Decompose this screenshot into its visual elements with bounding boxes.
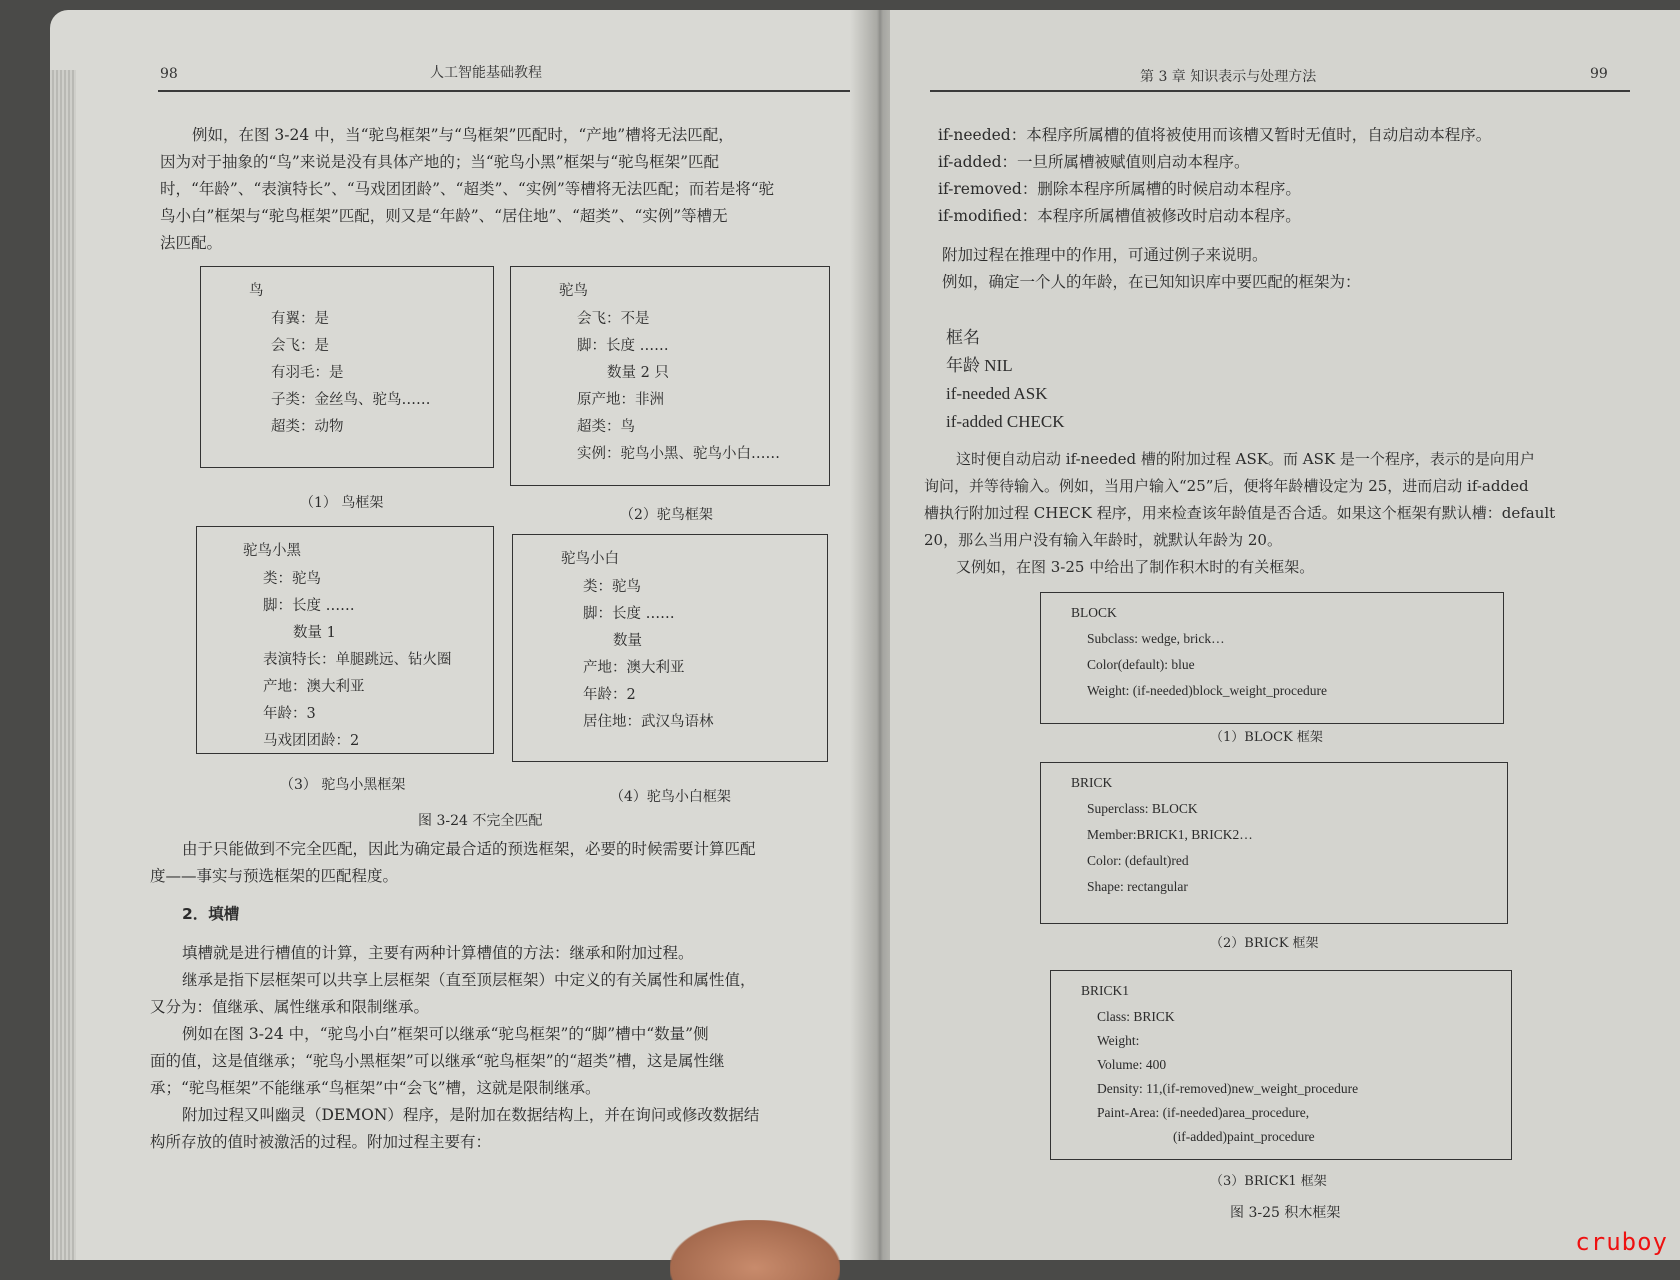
frame-caption: （1）BLOCK 框架	[1210, 730, 1323, 745]
left-intro-paragraph	[160, 122, 774, 257]
text-line: 20，那么当用户没有输入年龄时，就默认年龄为 20。	[924, 531, 1282, 549]
text-line: 继承是指下层框架可以共享上层框架（直至顶层框架）中定义的有关属性和属性值，	[182, 971, 756, 989]
text-line: 又分为：值继承、属性继承和限制继承。	[150, 998, 430, 1016]
text-line: 框名	[946, 328, 980, 347]
frame-title: BRICK	[1071, 775, 1113, 790]
frame-slot: 产地：澳大利亚	[583, 660, 685, 676]
figure-caption: 图 3-25 积木框架	[1230, 1205, 1341, 1221]
age-frame	[946, 324, 1065, 436]
text-line: 例如在图 3-24 中，“驼鸟小白”框架可以继承“驼鸟框架”的“脚”槽中“数量”侧	[182, 1025, 709, 1043]
frame-slot: 数量	[613, 633, 642, 649]
text-line: if-modified：本程序所属槽值被修改时启动本程序。	[938, 207, 1301, 225]
explain-paragraph	[924, 446, 1555, 581]
frame-caption: （2）BRICK 框架	[1210, 936, 1319, 951]
frame-slot: 脚：长度 ……	[263, 598, 355, 614]
text-line: 鸟小白”框架与“驼鸟框架”匹配，则又是“年龄”、“居住地”、“超类”、“实例”等槽无	[160, 207, 728, 225]
frame-slot: Shape: rectangular	[1087, 879, 1188, 894]
frame-title: 鸟	[249, 283, 264, 299]
text-line: if-needed ASK	[946, 384, 1048, 403]
frame-title: 驼鸟小白	[561, 551, 619, 567]
frame-ostrich-black	[196, 526, 494, 754]
frame-ostrich-white	[512, 534, 828, 762]
text-line: 年龄 NIL	[946, 356, 1013, 375]
text-line: 因为对于抽象的“鸟”来说是没有具体产地的；当“驼鸟小黑”框架与“驼鸟框架”匹配	[160, 153, 720, 171]
right-header-title: 第 3 章 知识表示与处理方法	[1140, 69, 1317, 85]
frame-slot: Superclass: BLOCK	[1087, 801, 1198, 816]
left-page-number: 98	[160, 66, 178, 82]
text-line: 填槽就是进行槽值的计算，主要有两种计算槽值的方法：继承和附加过程。	[182, 944, 694, 962]
text-line: 例如，在图 3-24 中，当“驼鸟框架”与“鸟框架”匹配时，“产地”槽将无法匹配，	[192, 126, 734, 144]
frame-slot: 居住地：武汉鸟语林	[583, 714, 714, 730]
frame-slot: (if-added)paint_procedure	[1173, 1129, 1315, 1144]
frame-caption: （4）驼鸟小白框架	[610, 789, 731, 805]
frame-block	[1040, 592, 1504, 724]
frame-slot: 超类：动物	[271, 419, 344, 435]
frame-slot: 脚：长度 ……	[583, 606, 675, 622]
frame-ostrich	[510, 266, 830, 486]
frame-slot: 产地：澳大利亚	[263, 679, 365, 695]
frame-caption: （3）BRICK1 框架	[1210, 1174, 1327, 1189]
text-line: 由于只能做到不完全匹配，因此为确定最合适的预选框架，必要的时候需要计算匹配	[182, 840, 756, 858]
frame-slot: 类：驼鸟	[583, 579, 641, 595]
frame-slot: 数量 1	[293, 625, 336, 641]
frame-slot: 年龄：3	[263, 706, 316, 722]
text-line: 这时便自动启动 if-needed 槽的附加过程 ASK。而 ASK 是一个程序，表示的是向用户	[956, 450, 1535, 468]
frame-slot: Class: BRICK	[1097, 1009, 1175, 1024]
frame-slot: Subclass: wedge, brick…	[1087, 631, 1225, 646]
frame-slot: 马戏团团龄：2	[263, 733, 360, 749]
frame-slot: Volume: 400	[1097, 1057, 1167, 1072]
page-edge-stack	[50, 70, 76, 1260]
frame-slot: 脚：长度 ……	[577, 338, 669, 354]
frame-caption: （1） 鸟框架	[300, 495, 384, 511]
text-line: 度——事实与预选框架的匹配程度。	[150, 867, 399, 885]
frame-bird	[200, 266, 494, 468]
frame-slot: Weight: (if-needed)block_weight_procedure	[1087, 683, 1327, 698]
watermark: cruboy	[1575, 1228, 1668, 1256]
text-line: 面的值，这是值继承；“驼鸟小黑框架”可以继承“驼鸟框架”的“超类”槽，这是属性继	[150, 1052, 725, 1070]
text-line: if-added CHECK	[946, 412, 1065, 431]
figure-caption: 图 3-24 不完全匹配	[418, 813, 543, 829]
right-header-rule	[930, 90, 1630, 92]
fill-slot-paragraph	[150, 940, 759, 1156]
text-line: 槽执行附加过程 CHECK 程序，用来检查该年龄值是否合适。如果这个框架有默认槽：default	[924, 504, 1556, 522]
right-page-number: 99	[1590, 66, 1608, 82]
frame-slot: 表演特长：单腿跳远、钻火圈	[263, 652, 452, 668]
frame-brick	[1040, 762, 1508, 924]
frame-title: 驼鸟小黑	[243, 543, 301, 559]
frame-slot: 年龄：2	[583, 687, 636, 703]
frame-slot: 数量 2 只	[607, 365, 669, 381]
text-line: if-removed：删除本程序所属槽的时候启动本程序。	[938, 180, 1301, 198]
text-line: 承；“驼鸟框架”不能继承“鸟框架”中“会飞”槽，这就是限制继承。	[150, 1079, 601, 1097]
text-line: if-needed：本程序所属槽的值将被使用而该槽又暂时无值时，自动启动本程序。	[938, 126, 1492, 144]
left-page	[50, 10, 890, 1260]
frame-slot: 有翼：是	[271, 311, 329, 327]
left-header-rule	[158, 90, 878, 92]
frame-slot: Weight:	[1097, 1033, 1140, 1048]
section-heading: 2．填槽	[182, 905, 240, 923]
frame-slot: Color(default): blue	[1087, 657, 1195, 672]
demon-list	[938, 122, 1491, 230]
frame-slot: Density: 11,(if-removed)new_weight_procedure	[1097, 1081, 1359, 1096]
text-line: 时，“年龄”、“表演特长”、“马戏团团龄”、“超类”、“实例”等槽将无法匹配；而若是将“驼	[160, 180, 775, 198]
frame-slot: 超类：鸟	[577, 419, 635, 435]
frame-slot: 实例：驼鸟小黑、驼鸟小白……	[577, 446, 780, 462]
frame-slot: 会飞：是	[271, 338, 329, 354]
text-line: 法匹配。	[160, 234, 223, 252]
frame-slot: Color: (default)red	[1087, 853, 1189, 868]
open-book	[30, 0, 1680, 1260]
example-intro	[942, 242, 1361, 296]
frame-slot: 有羽毛：是	[271, 365, 344, 381]
frame-title: BRICK1	[1081, 983, 1130, 998]
frame-slot: 子类：金丝鸟、驼鸟……	[271, 392, 431, 408]
text-line: 附加过程在推理中的作用，可通过例子来说明。	[942, 246, 1268, 264]
left-header-title: 人工智能基础教程	[430, 65, 542, 81]
frame-caption: （2）驼鸟框架	[620, 507, 713, 523]
frame-slot: 会飞：不是	[577, 311, 650, 327]
frame-slot: Paint-Area: (if-needed)area_procedure,	[1097, 1105, 1310, 1120]
text-line: 询问，并等待输入。例如，当用户输入“25”后，便将年龄槽设定为 25，进而启动 if-added	[924, 477, 1529, 495]
text-line: 又例如，在图 3-25 中给出了制作积木时的有关框架。	[956, 558, 1315, 576]
frame-slot: Member:BRICK1, BRICK2…	[1087, 827, 1253, 842]
left-after-paragraph	[150, 836, 756, 890]
frame-slot: 原产地：非洲	[577, 392, 664, 408]
frame-caption: （3） 驼鸟小黑框架	[280, 777, 406, 793]
frame-title: BLOCK	[1071, 605, 1117, 620]
text-line: if-added：一旦所属槽被赋值则启动本程序。	[938, 153, 1250, 171]
text-line: 构所存放的值时被激活的过程。附加过程主要有：	[150, 1133, 492, 1151]
text-line: 附加过程又叫幽灵（DEMON）程序，是附加在数据结构上，并在询问或修改数据结	[182, 1106, 760, 1124]
frame-slot: 类：驼鸟	[263, 571, 321, 587]
finger	[670, 1220, 840, 1280]
frame-brick1	[1050, 970, 1512, 1160]
text-line: 例如，确定一个人的年龄，在已知知识库中要匹配的框架为：	[942, 273, 1361, 291]
frame-title: 驼鸟	[559, 283, 588, 299]
right-page	[890, 10, 1680, 1260]
